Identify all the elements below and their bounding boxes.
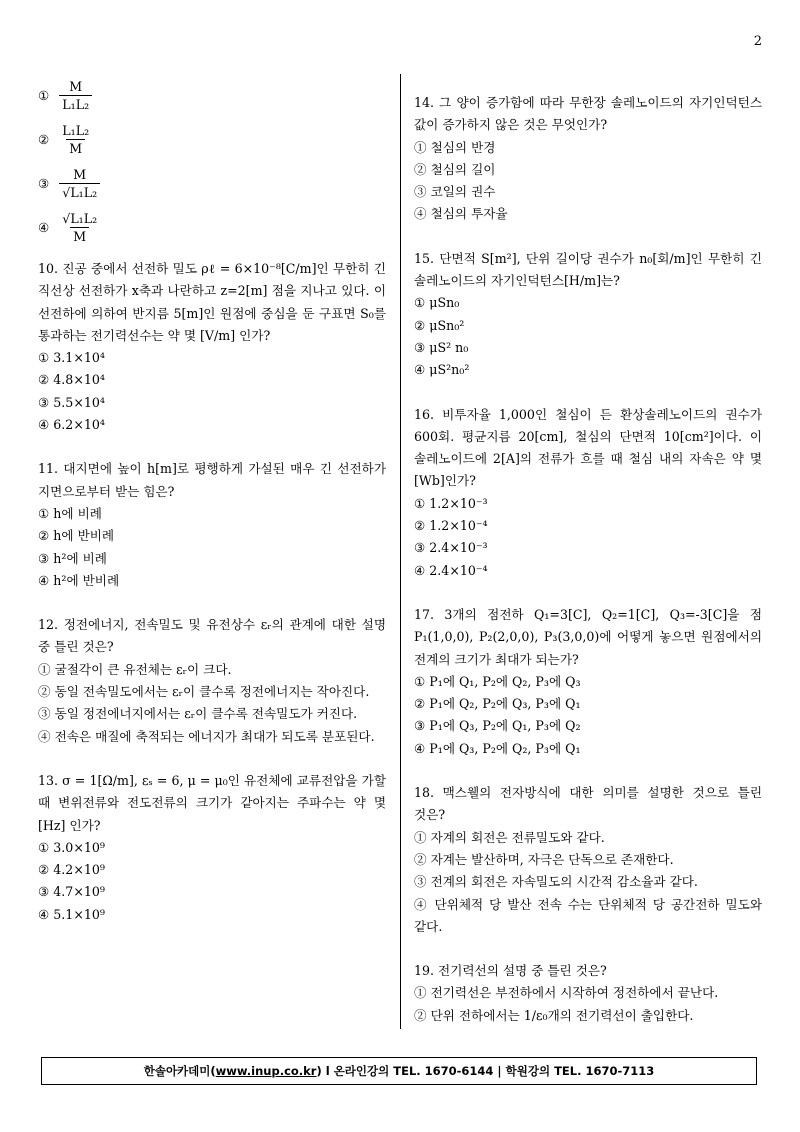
question-text: 16. 비투자율 1,000인 철심이 든 환상솔레노이드의 권수가 600회. 평균지름 20[cm], 철심의 단면적 10[cm²]이다. 이 솔레노이드에 2[A]의 전류가 흐를 때 철심 내의 자속은 약 몇 [Wb]인가? [414, 406, 762, 489]
question-9-options [38, 74, 386, 250]
answer-option-2: ② 4.8×10⁴ [38, 372, 105, 388]
answer-option-1: ① 굴절각이 큰 유전체는 εᵣ이 크다. [38, 661, 232, 677]
option-mark: ① [38, 87, 50, 103]
answer-option-2: ② 자계는 발산하며, 자극은 단독으로 존재한다. [414, 851, 674, 867]
fraction [59, 79, 92, 113]
denominator: L₁L₂ [59, 95, 92, 113]
question-text: 10. 진공 중에서 선전하 밀도 ρℓ = 6×10⁻⁸[C/m]인 무한히 긴 직선상 선전하가 x축과 나란하고 z=2[m] 점을 지나고 있다. 이 선전하에 의하여 반지름 5[m]인 원점에 중심을 둔 구표면 S₀를 통과하는 전기력선수는 약 몇 [V/m] 인가? [38, 261, 386, 343]
answer-option-4: ④ 6.2×10⁴ [38, 417, 105, 433]
question-text: 11. 대지면에 높이 h[m]로 평행하게 가설된 매우 긴 선전하가 지면으로부터 받는 힘은? [38, 461, 386, 499]
footer-url-link[interactable]: www.inup.co.kr [215, 1064, 317, 1078]
answer-option-3: ③ 2.4×10⁻³ [414, 540, 488, 556]
denominator: M [66, 139, 85, 157]
answer-option-3: ③ 동일 정전에너지에서는 εᵣ이 클수록 전속밀도가 커진다. [38, 706, 358, 722]
answer-option-1: ① 자계의 회전은 전류밀도와 같다. [414, 829, 605, 845]
fraction [59, 211, 100, 245]
question-18 [414, 782, 762, 938]
denominator: M [70, 227, 89, 245]
left-column [38, 74, 386, 926]
answer-option-4: ④ 전속은 매질에 축적되는 에너지가 최대가 되도록 분포된다. [38, 728, 375, 744]
question-17 [414, 604, 762, 760]
footer-bar [41, 1057, 757, 1085]
option-mark: ③ [38, 175, 50, 191]
answer-option-3: ③ 4.7×10⁹ [38, 884, 105, 900]
answer-option-3: ③ 5.5×10⁴ [38, 394, 105, 410]
answer-option-3: ③ P₁에 Q₃, P₂에 Q₁, P₃에 Q₂ [414, 718, 581, 734]
denominator: √L₁L₂ [59, 183, 100, 201]
option-mark: ④ [38, 219, 50, 235]
answer-option-3: ③ h²에 비례 [38, 550, 107, 566]
answer-option-4: ④ P₁에 Q₃, P₂에 Q₂, P₃에 Q₁ [414, 740, 581, 756]
numerator: M [69, 79, 83, 94]
q9-option-4 [38, 206, 386, 250]
answer-option-4: ④ μS²n₀² [414, 362, 470, 378]
q9-option-3 [38, 162, 386, 206]
question-13 [38, 770, 386, 926]
answer-option-4: ④ 2.4×10⁻⁴ [414, 562, 488, 578]
question-11 [38, 458, 386, 592]
question-10 [38, 258, 386, 436]
question-19 [414, 960, 762, 1027]
answer-option-4: ④ 단위체적 당 발산 전속 수는 단위체적 당 공간전하 밀도와 같다. [414, 896, 762, 934]
question-text: 12. 정전에너지, 전속밀도 및 유전상수 εᵣ의 관계에 대한 설명 중 틀린 것은? [38, 617, 386, 655]
numerator: L₁L₂ [62, 123, 90, 138]
q9-option-2 [38, 118, 386, 162]
question-text: 17. 3개의 점전하 Q₁=3[C], Q₂=1[C], Q₃=-3[C]을 점 P₁(1,0,0), P₂(2,0,0), P₃(3,0,0)에 어떻게 놓으면 원점에서의 전계의 크기가 최대가 되는가? [414, 606, 762, 667]
answer-option-2: ② P₁에 Q₂, P₂에 Q₃, P₃에 Q₁ [414, 696, 581, 712]
footer-contact: ) l 온라인강의 TEL. 1670-6144 | 학원강의 TEL. 1670-7113 [316, 1064, 655, 1078]
answer-option-1: ① 3.1×10⁴ [38, 350, 105, 366]
answer-option-2: ② h에 반비례 [38, 528, 115, 544]
question-text: 14. 그 양이 증가함에 따라 무한장 솔레노이드의 자기인덕턴스 값이 증가하지 않은 것은 무엇인가? [414, 95, 762, 133]
answer-option-1: ① P₁에 Q₁, P₂에 Q₂, P₃에 Q₃ [414, 673, 581, 689]
answer-option-3: ③ 코일의 권수 [414, 184, 496, 200]
answer-option-3: ③ μS² n₀ [414, 339, 469, 355]
option-mark: ② [38, 131, 50, 147]
q9-option-1 [38, 74, 386, 118]
question-15 [414, 248, 762, 382]
answer-option-4: ④ 5.1×10⁹ [38, 906, 105, 922]
answer-option-1: ① 3.0×10⁹ [38, 839, 105, 855]
answer-option-4: ④ 철심의 투자율 [414, 206, 508, 222]
question-text: 15. 단면적 S[m²], 단위 길이당 권수가 n₀[회/m]인 무한히 긴 솔레노이드의 자기인덕턴스[H/m]는? [414, 250, 762, 289]
answer-option-4: ④ h²에 반비례 [38, 572, 120, 588]
answer-option-1: ① 1.2×10⁻³ [414, 495, 488, 511]
fraction [59, 123, 92, 157]
answer-option-2: ② 4.2×10⁹ [38, 862, 105, 878]
column-divider [400, 74, 401, 1029]
numerator: M [73, 167, 87, 182]
question-text: 19. 전기력선의 설명 중 틀린 것은? [414, 963, 607, 979]
answer-option-2: ② μSn₀² [414, 317, 465, 333]
answer-option-2: ② 동일 전속밀도에서는 εᵣ이 클수록 정전에너지는 작아진다. [38, 684, 370, 700]
question-text: 18. 맥스웰의 전자방식에 대한 의미를 설명한 것으로 틀린 것은? [414, 785, 762, 823]
question-16 [414, 404, 762, 582]
answer-option-2: ② 1.2×10⁻⁴ [414, 518, 488, 534]
answer-option-1: ① h에 비례 [38, 505, 102, 521]
answer-option-3: ③ 전계의 회전은 자속밀도의 시간적 감소율과 같다. [414, 874, 698, 890]
question-12 [38, 614, 386, 748]
footer-academy: 한솔아카데미( [143, 1064, 216, 1078]
question-text: 13. σ = 1[Ω/m], εₛ = 6, μ = μ₀인 유전체에 교류전압을 가할 때 변위전류와 전도전류의 크기가 같아지는 주파수는 약 몇 [Hz] 인가? [38, 772, 386, 833]
numerator: √L₁L₂ [62, 211, 98, 226]
answer-option-1: ① 철심의 반경 [414, 139, 496, 155]
question-14 [414, 92, 762, 226]
fraction [59, 167, 100, 201]
answer-option-2: ② 철심의 길이 [414, 161, 496, 177]
right-column [414, 92, 762, 1027]
answer-option-2: ② 단위 전하에서는 1/ε₀개의 전기력선이 출입한다. [414, 1007, 694, 1023]
answer-option-1: ① 전기력선은 부전하에서 시작하여 정전하에서 끝난다. [414, 985, 719, 1001]
page-number: 2 [753, 34, 762, 49]
answer-option-1: ① μSn₀ [414, 295, 460, 311]
